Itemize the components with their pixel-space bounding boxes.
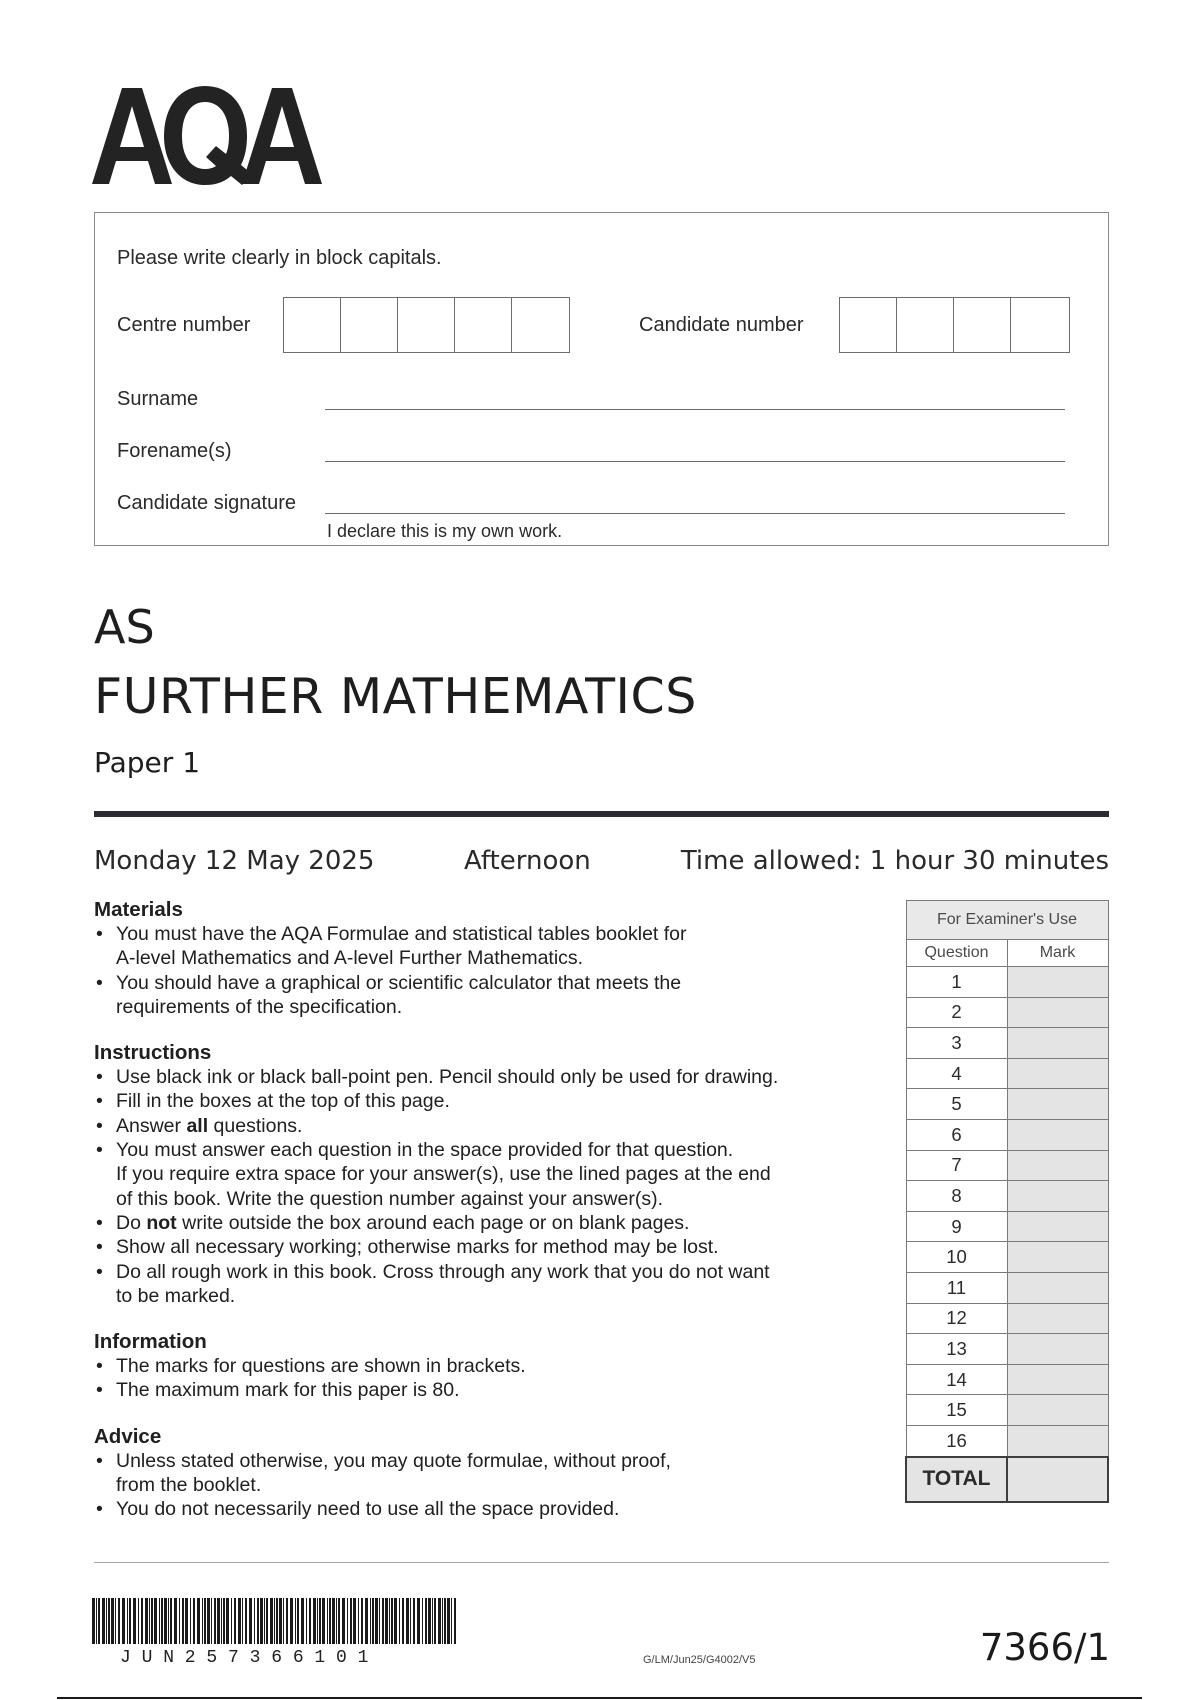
barcode-bar <box>432 1598 433 1644</box>
mark-cell[interactable] <box>1007 1181 1108 1212</box>
barcode <box>92 1598 462 1644</box>
question-number: 4 <box>906 1058 1007 1089</box>
barcode-bar <box>115 1598 116 1644</box>
surname-label: Surname <box>117 388 199 410</box>
barcode-bar <box>238 1598 241 1644</box>
barcode-bar <box>353 1598 356 1644</box>
mark-cell[interactable] <box>1007 967 1108 998</box>
page-bottom-rule <box>57 1697 1142 1699</box>
question-column-header: Question <box>906 940 1007 967</box>
centre-number-digit-box[interactable] <box>455 298 512 352</box>
barcode-bar <box>451 1598 452 1644</box>
barcode-bar <box>382 1598 384 1644</box>
barcode-bar <box>214 1598 216 1644</box>
question-number: 14 <box>906 1364 1007 1395</box>
candidate-number-digit-box[interactable] <box>954 298 1011 352</box>
barcode-bar <box>193 1598 195 1644</box>
table-row <box>906 997 1108 1028</box>
barcode-bar <box>406 1598 409 1644</box>
barcode-bar <box>204 1598 206 1644</box>
barcode-bar <box>276 1598 278 1644</box>
table-row <box>906 1364 1108 1395</box>
barcode-bar <box>221 1598 222 1644</box>
question-number: 15 <box>906 1395 1007 1426</box>
barcode-bar <box>249 1598 252 1644</box>
candidate-number-digit-box[interactable] <box>1011 298 1068 352</box>
examiner-use-table <box>905 900 1109 1503</box>
barcode-bar <box>127 1598 128 1644</box>
barcode-bar <box>385 1598 388 1644</box>
barcode-bar <box>297 1598 299 1644</box>
barcode-bar <box>319 1598 321 1644</box>
time-allowed: Time allowed: 1 hour 30 minutes <box>680 846 1109 876</box>
list-item: • Do all rough work in this book. Cross through any work that you do not want to be marked. <box>94 1260 894 1309</box>
barcode-bar <box>264 1598 265 1644</box>
barcode-bar <box>274 1598 275 1644</box>
barcode-bar <box>327 1598 328 1644</box>
question-number: 7 <box>906 1150 1007 1181</box>
question-number: 16 <box>906 1425 1007 1456</box>
barcode-bar <box>174 1598 177 1644</box>
table-row <box>906 1028 1108 1059</box>
question-number: 6 <box>906 1119 1007 1150</box>
heading-rule <box>94 811 1109 817</box>
centre-number-digit-box[interactable] <box>398 298 455 352</box>
candidate-number-digit-box[interactable] <box>840 298 897 352</box>
mark-cell[interactable] <box>1007 1425 1108 1456</box>
barcode-bar <box>151 1598 153 1644</box>
barcode-bar <box>98 1598 100 1644</box>
instructions-heading: Instructions <box>94 1041 212 1065</box>
barcode-bar <box>365 1598 368 1644</box>
barcode-bar <box>370 1598 371 1644</box>
advice-section <box>94 1425 894 1522</box>
barcode-bar <box>306 1598 307 1644</box>
table-row <box>906 1089 1108 1120</box>
barcode-bar <box>179 1598 180 1644</box>
list-item: • You must have the AQA Formulae and statistical tables booklet for A-level Mathematics and A-level Further Mathematics. <box>94 922 894 971</box>
barcode-bar <box>207 1598 210 1644</box>
total-mark-cell[interactable] <box>1007 1457 1108 1502</box>
barcode-bar <box>254 1598 255 1644</box>
barcode-bar <box>442 1598 443 1644</box>
barcode-bar <box>118 1598 120 1644</box>
table-row <box>906 1181 1108 1212</box>
barcode-bar <box>138 1598 139 1644</box>
barcode-bar <box>428 1598 431 1644</box>
barcode-bar <box>438 1598 441 1644</box>
barcode-bar <box>422 1598 423 1644</box>
document-reference: G/LM/Jun25/G4002/V5 <box>643 1654 756 1666</box>
centre-number-digit-box[interactable] <box>512 298 569 352</box>
barcode-bar <box>402 1598 404 1644</box>
question-number: 2 <box>906 997 1007 1028</box>
barcode-bar <box>389 1598 390 1644</box>
mark-cell[interactable] <box>1007 997 1108 1028</box>
barcode-bar <box>217 1598 220 1644</box>
barcode-bar <box>108 1598 110 1644</box>
barcode-bar <box>454 1598 456 1644</box>
mark-cell[interactable] <box>1007 1089 1108 1120</box>
barcode-bar <box>338 1598 340 1644</box>
barcode-bar <box>168 1598 169 1644</box>
barcode-bar <box>399 1598 400 1644</box>
barcode-bar <box>154 1598 157 1644</box>
barcode-bar <box>410 1598 411 1644</box>
advice-heading: Advice <box>94 1424 162 1448</box>
barcode-bar <box>391 1598 393 1644</box>
list-item: • Show all necessary working; otherwise marks for method may be lost. <box>94 1235 894 1259</box>
barcode-bar <box>444 1598 446 1644</box>
list-item: • You do not necessarily need to use all the space provided. <box>94 1497 894 1521</box>
mark-cell[interactable] <box>1007 1211 1108 1242</box>
question-number: 12 <box>906 1303 1007 1334</box>
question-number: 11 <box>906 1272 1007 1303</box>
centre-number-digit-box[interactable] <box>341 298 398 352</box>
barcode-bar <box>301 1598 304 1644</box>
barcode-bar <box>283 1598 284 1644</box>
barcode-bar <box>290 1598 293 1644</box>
mark-cell[interactable] <box>1007 1303 1108 1334</box>
question-number: 9 <box>906 1211 1007 1242</box>
barcode-bar <box>92 1598 95 1644</box>
signature-label: Candidate signature <box>117 492 297 514</box>
barcode-bar <box>361 1598 363 1644</box>
barcode-bar <box>96 1598 97 1644</box>
barcode-bar <box>372 1598 374 1644</box>
mark-cell[interactable] <box>1007 1242 1108 1273</box>
block-capitals-instruction: Please write clearly in block capitals. <box>117 247 442 269</box>
mark-cell[interactable] <box>1007 1058 1108 1089</box>
question-number: 3 <box>906 1028 1007 1059</box>
barcode-bar <box>317 1598 318 1644</box>
question-number: 5 <box>906 1089 1007 1120</box>
centre-number-label: Centre number <box>117 314 251 336</box>
subject-title: FURTHER MATHEMATICS <box>94 668 697 725</box>
list-item: • Fill in the boxes at the top of this page. <box>94 1089 894 1113</box>
table-row <box>906 1242 1108 1273</box>
barcode-bar <box>242 1598 243 1644</box>
barcode-bar <box>106 1598 107 1644</box>
barcode-bar <box>145 1598 148 1644</box>
list-item: • Unless stated otherwise, you may quote formulae, without proof, from the booklet. <box>94 1449 894 1498</box>
barcode-bar <box>245 1598 247 1644</box>
mark-cell[interactable] <box>1007 1364 1108 1395</box>
barcode-bar <box>266 1598 268 1644</box>
examiner-table-rows <box>906 967 1108 1457</box>
instructions-section <box>94 1041 894 1308</box>
table-row <box>906 1334 1108 1365</box>
table-row <box>906 1425 1108 1456</box>
paper-code: 7366/1 <box>979 1626 1110 1669</box>
barcode-bar <box>202 1598 203 1644</box>
barcode-bar <box>295 1598 296 1644</box>
barcode-bar <box>347 1598 348 1644</box>
barcode-bar <box>223 1598 225 1644</box>
barcode-bar <box>342 1598 345 1644</box>
barcode-bar <box>260 1598 263 1644</box>
centre-number-digit-box[interactable] <box>284 298 341 352</box>
list-item: • The maximum mark for this paper is 80. <box>94 1378 894 1402</box>
mark-cell[interactable] <box>1007 1119 1108 1150</box>
forenames-label: Forename(s) <box>117 440 232 462</box>
barcode-bar <box>279 1598 282 1644</box>
barcode-text: JUN257366101 <box>120 1648 380 1668</box>
paper-number: Paper 1 <box>94 746 201 779</box>
centre-number-boxes[interactable] <box>283 297 570 353</box>
barcode-bar <box>286 1598 288 1644</box>
barcode-bar <box>164 1598 167 1644</box>
mark-column-header: Mark <box>1007 940 1108 967</box>
declaration-text: I declare this is my own work. <box>327 521 563 541</box>
qualification-level: AS <box>94 600 155 654</box>
barcode-bar <box>358 1598 359 1644</box>
barcode-bar <box>161 1598 163 1644</box>
barcode-bar <box>197 1598 200 1644</box>
signature-line[interactable] <box>325 513 1065 514</box>
candidate-number-boxes[interactable] <box>839 297 1070 353</box>
barcode-bar <box>322 1598 325 1644</box>
mark-cell[interactable] <box>1007 1272 1108 1303</box>
list-item: • Answer all questions. <box>94 1114 894 1138</box>
barcode-bar <box>332 1598 335 1644</box>
barcode-bar <box>329 1598 331 1644</box>
barcode-bar <box>231 1598 232 1644</box>
barcode-bar <box>413 1598 415 1644</box>
barcode-bar <box>211 1598 212 1644</box>
barcode-bar <box>313 1598 316 1644</box>
list-item: • Do not write outside the box around each page or on blank pages. <box>94 1211 894 1235</box>
question-number: 13 <box>906 1334 1007 1365</box>
list-item: • You should have a graphical or scientific calculator that meets the requirements of the specification. <box>94 971 894 1020</box>
table-row <box>906 1272 1108 1303</box>
barcode-bar <box>379 1598 380 1644</box>
barcode-bar <box>447 1598 450 1644</box>
question-number: 8 <box>906 1181 1007 1212</box>
barcode-bar <box>309 1598 311 1644</box>
table-row <box>906 1303 1108 1334</box>
forenames-line[interactable] <box>325 461 1065 462</box>
exam-date: Monday 12 May 2025 <box>94 846 375 876</box>
mark-cell[interactable] <box>1007 1028 1108 1059</box>
mark-cell[interactable] <box>1007 1334 1108 1365</box>
footer-rule <box>94 1562 1109 1563</box>
question-number: 10 <box>906 1242 1007 1273</box>
barcode-bar <box>102 1598 105 1644</box>
examiner-table-title: For Examiner's Use <box>906 901 1108 940</box>
list-item: • You must answer each question in the space provided for that question. If you require extra space for your answer(s), use the lined pages at the end of this book. Write the question number against your answer(s). <box>94 1138 894 1211</box>
barcode-bar <box>257 1598 259 1644</box>
barcode-bar <box>122 1598 125 1644</box>
table-row <box>906 1119 1108 1150</box>
barcode-bar <box>425 1598 427 1644</box>
barcode-bar <box>270 1598 273 1644</box>
candidate-number-digit-box[interactable] <box>897 298 954 352</box>
barcode-bar <box>226 1598 229 1644</box>
barcode-bar <box>417 1598 420 1644</box>
candidate-number-label: Candidate number <box>639 314 804 336</box>
barcode-bar <box>185 1598 188 1644</box>
total-label: TOTAL <box>906 1457 1007 1502</box>
barcode-bar <box>375 1598 378 1644</box>
candidate-details-box <box>94 212 1109 546</box>
table-row <box>906 1211 1108 1242</box>
barcode-bar <box>234 1598 236 1644</box>
mark-cell[interactable] <box>1007 1395 1108 1426</box>
barcode-bar <box>394 1598 397 1644</box>
barcode-bar <box>434 1598 436 1644</box>
barcode-bar <box>133 1598 136 1644</box>
exam-session: Afternoon <box>464 846 591 876</box>
barcode-bar <box>111 1598 114 1644</box>
barcode-bar <box>182 1598 184 1644</box>
table-row <box>906 967 1108 998</box>
information-heading: Information <box>94 1330 207 1354</box>
table-row <box>906 1395 1108 1426</box>
question-number: 1 <box>906 967 1007 998</box>
barcode-bar <box>170 1598 172 1644</box>
information-section <box>94 1330 894 1403</box>
barcode-bar <box>141 1598 143 1644</box>
table-row <box>906 1058 1108 1089</box>
barcode-bar <box>190 1598 191 1644</box>
table-row <box>906 1150 1108 1181</box>
aqa-logo <box>92 84 322 188</box>
exam-information <box>94 898 894 1544</box>
materials-section <box>94 898 894 1019</box>
surname-line[interactable] <box>325 409 1065 410</box>
mark-cell[interactable] <box>1007 1150 1108 1181</box>
list-item: • Use black ink or black ball-point pen. Pencil should only be used for drawing. <box>94 1065 894 1089</box>
barcode-bar <box>350 1598 352 1644</box>
barcode-bar <box>129 1598 131 1644</box>
list-item: • The marks for questions are shown in brackets. <box>94 1354 894 1378</box>
barcode-bar <box>159 1598 160 1644</box>
materials-heading: Materials <box>94 898 183 921</box>
barcode-bar <box>336 1598 337 1644</box>
barcode-bar <box>149 1598 150 1644</box>
